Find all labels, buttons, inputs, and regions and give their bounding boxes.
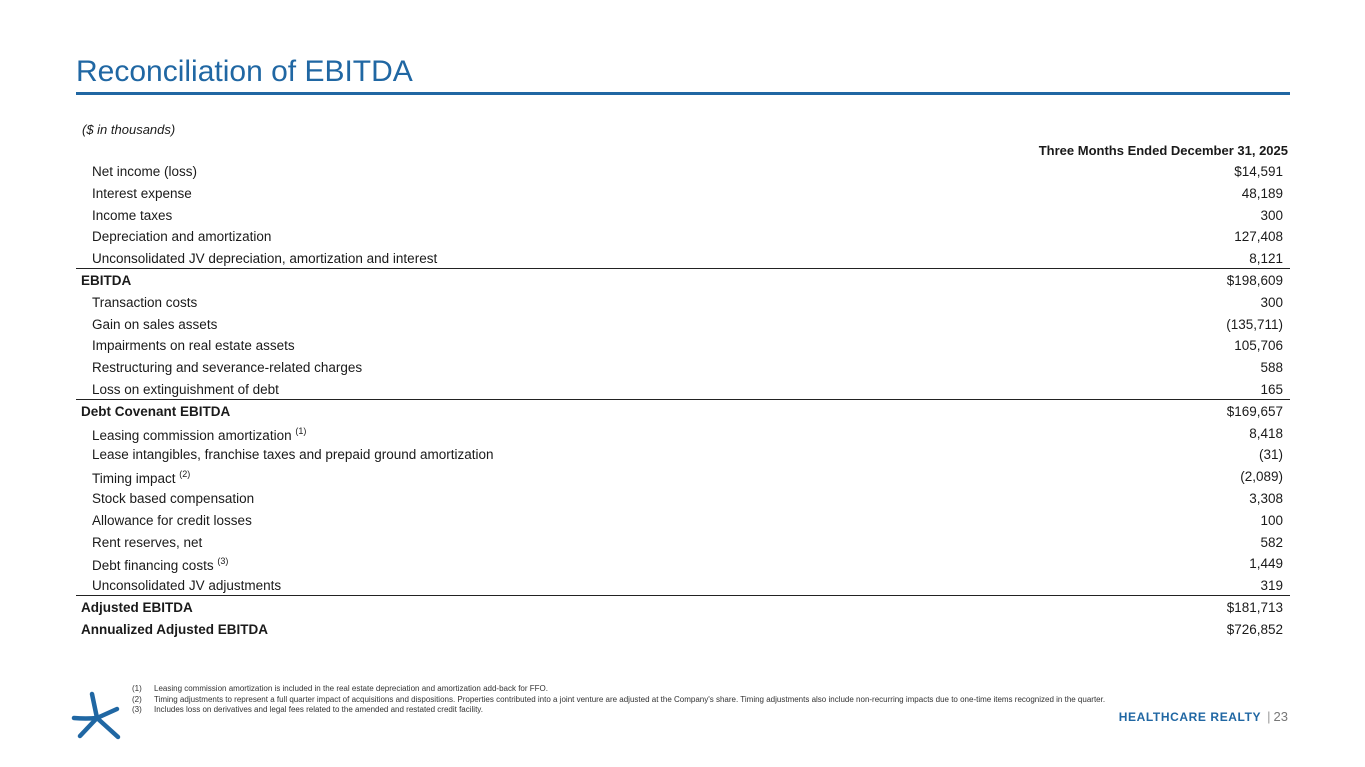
footnote-ref: (3) bbox=[217, 556, 229, 567]
row-value: $726,852 bbox=[1226, 621, 1283, 637]
row-value: (31) bbox=[1258, 447, 1283, 463]
row-value: $181,713 bbox=[1226, 599, 1283, 615]
footnote-number: (2) bbox=[132, 694, 142, 704]
row-label: Stock based compensation bbox=[92, 490, 255, 506]
row-label: Debt Covenant EBITDA bbox=[81, 403, 231, 419]
page-number: 23 bbox=[1273, 709, 1288, 724]
row-label-text: Debt financing costs bbox=[92, 558, 214, 574]
footnote-ref: (2) bbox=[179, 469, 191, 480]
title-underline bbox=[76, 92, 1290, 95]
total-row-adjusted-ebitda bbox=[76, 596, 1290, 618]
footnote-item bbox=[132, 705, 1112, 716]
row-value: 100 bbox=[1260, 512, 1283, 528]
row-value: 319 bbox=[1260, 578, 1283, 594]
row-label bbox=[92, 469, 190, 486]
table-row bbox=[76, 509, 1290, 531]
row-label: Transaction costs bbox=[92, 294, 198, 310]
row-label: Depreciation and amortization bbox=[92, 229, 272, 245]
table-row bbox=[76, 531, 1290, 553]
row-label: Loss on extinguishment of debt bbox=[92, 381, 279, 397]
table-row bbox=[76, 204, 1290, 226]
column-header: Three Months Ended December 31, 2025 bbox=[1038, 143, 1288, 158]
row-label: Lease intangibles, franchise taxes and prepaid ground amortization bbox=[92, 447, 494, 463]
row-value: 105,706 bbox=[1234, 338, 1283, 354]
row-label: Impairments on real estate assets bbox=[92, 338, 295, 354]
table-row bbox=[76, 443, 1290, 465]
footnote-text: Leasing commission amortization is included in the real estate depreciation and amortization add-back for FFO. bbox=[154, 684, 548, 693]
table-row bbox=[76, 160, 1290, 182]
ebitda-table bbox=[76, 160, 1290, 640]
row-label: Unconsolidated JV adjustments bbox=[92, 578, 282, 594]
footnotes bbox=[132, 684, 1112, 716]
table-row bbox=[76, 247, 1290, 269]
row-label: Adjusted EBITDA bbox=[81, 599, 193, 615]
table-row bbox=[76, 465, 1290, 487]
row-value: 3,308 bbox=[1249, 490, 1283, 506]
row-label: Unconsolidated JV depreciation, amortization and interest bbox=[92, 251, 438, 267]
footnote-item bbox=[132, 684, 1112, 695]
subtotal-row-debt-covenant-ebitda bbox=[76, 400, 1290, 422]
brand-footer bbox=[1119, 709, 1288, 724]
row-label: Net income (loss) bbox=[92, 164, 198, 179]
footnote-number: (1) bbox=[132, 684, 142, 693]
row-value: 48,189 bbox=[1241, 185, 1283, 201]
row-value: 127,408 bbox=[1234, 229, 1283, 245]
row-label: Interest expense bbox=[92, 185, 192, 201]
table-row bbox=[76, 574, 1290, 596]
row-value: $169,657 bbox=[1226, 403, 1283, 419]
row-label: Rent reserves, net bbox=[92, 534, 203, 550]
table-row bbox=[76, 422, 1290, 444]
table-row bbox=[76, 356, 1290, 378]
footnote-item bbox=[132, 695, 1112, 706]
healthcare-realty-asterisk-logo-icon bbox=[70, 688, 124, 742]
row-value: 8,418 bbox=[1249, 425, 1283, 441]
row-label: Annualized Adjusted EBITDA bbox=[81, 621, 269, 637]
brand-separator: | bbox=[1267, 709, 1271, 724]
table-row bbox=[76, 487, 1290, 509]
footnote-text: Timing adjustments to represent a full quarter impact of acquisitions and dispositions. Properties contributed into a joint venture are adjusted at the Company's share. Timing adjustments also include non-recurring impacts due to one-time items recognized in the quarter. bbox=[154, 694, 1106, 704]
row-label bbox=[92, 556, 228, 573]
table-row bbox=[76, 313, 1290, 335]
row-value: $14,591 bbox=[1234, 164, 1283, 179]
row-label: Gain on sales assets bbox=[92, 316, 218, 332]
units-note: ($ in thousands) bbox=[82, 122, 176, 137]
row-value: 8,121 bbox=[1249, 251, 1283, 267]
table-row bbox=[76, 225, 1290, 247]
row-label: Allowance for credit losses bbox=[92, 512, 252, 528]
row-label bbox=[92, 426, 306, 443]
row-label: EBITDA bbox=[81, 272, 132, 288]
footnote-ref: (1) bbox=[295, 425, 307, 436]
brand-name: HEALTHCARE REALTY bbox=[1118, 710, 1262, 724]
footnote-text: Includes loss on derivatives and legal fees related to the amended and restated credit facility. bbox=[154, 705, 483, 714]
footnote-number: (3) bbox=[132, 705, 142, 714]
table-row bbox=[76, 334, 1290, 356]
row-value: $198,609 bbox=[1226, 272, 1283, 288]
row-value: 1,449 bbox=[1249, 556, 1283, 572]
row-value: 300 bbox=[1260, 294, 1283, 310]
row-label: Restructuring and severance-related charges bbox=[92, 360, 363, 376]
row-value: (135,711) bbox=[1226, 316, 1283, 332]
table-row bbox=[76, 378, 1290, 400]
page-title: Reconciliation of EBITDA bbox=[76, 55, 413, 88]
total-row-annualized-adjusted-ebitda bbox=[76, 618, 1290, 640]
table-row bbox=[76, 182, 1290, 204]
row-value: 300 bbox=[1260, 207, 1283, 223]
row-label-text: Leasing commission amortization bbox=[92, 427, 292, 443]
subtotal-row-ebitda bbox=[76, 269, 1290, 291]
row-value: 582 bbox=[1260, 534, 1283, 550]
row-value: (2,089) bbox=[1240, 469, 1283, 485]
row-label-text: Timing impact bbox=[92, 471, 176, 487]
table-row bbox=[76, 552, 1290, 574]
row-value: 588 bbox=[1260, 360, 1283, 376]
row-label: Income taxes bbox=[92, 207, 173, 223]
table-row bbox=[76, 291, 1290, 313]
row-value: 165 bbox=[1260, 381, 1283, 397]
